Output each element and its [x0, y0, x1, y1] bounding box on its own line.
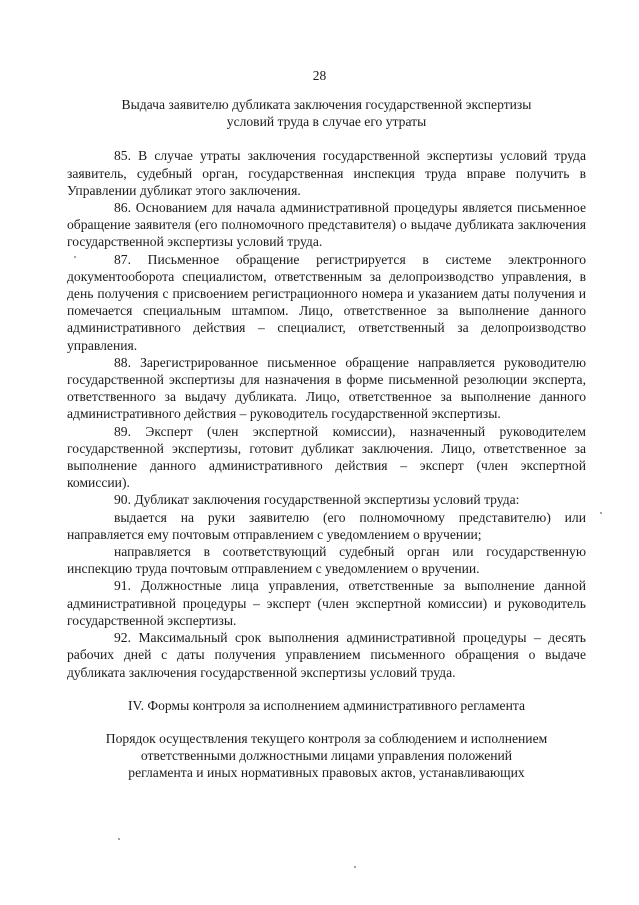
paragraph-89: 89. Эксперт (член экспертной комиссии), назначенный руководителем государственной экспертизы, готовит дубликат заключения. Лицо, ответственное за выполнение данного административного действия – эксперт (член экспертной комиссии). — [67, 423, 586, 491]
paragraph-91: 91. Должностные лица управления, ответственные за выполнение данной административной процедуры – эксперт (член экспертной комиссии) и руководитель государственной экспертизы. — [67, 578, 586, 628]
paragraph-87: 87. Письменное обращение регистрируется в системе электронного документооборота специалистом, ответственным за делопроизводство управления, в день получения с присвоением регистрационного номера и указанием даты получения и помечается специальным штампом. Лицо, ответственное за выполнение данного административного действия – специалист, ответственный за делопроизводство управления. — [67, 251, 586, 353]
paragraph-92: 92. Максимальный срок выполнения административной процедуры – десять рабочих дней с даты получения управлением письменного обращения о выдаче дубликата заключения государственной экспертизы условий труда. — [67, 630, 586, 680]
scan-speck — [600, 512, 602, 514]
paragraph-90-item-1: выдается на руки заявителю (его полномочному представителю) или направляется ему почтовым отправлением с уведомлением о вручении; — [67, 509, 586, 542]
document-body — [67, 96, 586, 782]
paragraph-88: 88. Зарегистрированное письменное обращение направляется руководителю государственной экспертизы для назначения в форме письменной резолюции эксперта, ответственного за выдачу дубликата. Лицо, ответственное за выполнение данного административного действия – руководитель государственной экспертизы. — [67, 354, 586, 422]
paragraph-85: 85. В случае утраты заключения государственной экспертизы условий труда заявитель, судебный орган, государственная инспекция труда вправе получить в Управлении дубликат этого заключения. — [67, 148, 586, 198]
subheading-line-1: Порядок осуществления текущего контроля за соблюдением и исполнением — [105, 730, 548, 746]
scan-speck — [74, 256, 76, 258]
subheading — [67, 730, 586, 782]
page-number: 28 — [312, 68, 327, 83]
paragraph-90: 90. Дубликат заключения государственной экспертизы условий труда: — [114, 492, 520, 508]
scan-speck — [118, 838, 120, 840]
paragraph-90-item-2: направляется в соответствующий судебный орган или государственную инспекцию труда почтовым отправлением с уведомлением о вручении. — [67, 544, 586, 577]
section-title: IV. Формы контроля за исполнением административного регламента — [128, 697, 525, 713]
heading-line-1: Выдача заявителю дубликата заключения государственной экспертизы — [121, 97, 532, 112]
section-heading — [67, 96, 586, 130]
subheading-line-2: ответственными должностными лицами управления положений — [140, 748, 513, 764]
subheading-line-3: регламента и иных нормативных правовых актов, устанавливающих — [128, 765, 525, 781]
paragraph-86: 86. Основанием для начала административной процедуры является письменное обращение заявителя (его полномочного представителя) о выдаче дубликата заключения государственной экспертизы условий труда. — [67, 200, 586, 250]
scan-speck — [354, 866, 356, 868]
heading-line-2: условий труда в случае его утраты — [226, 114, 427, 130]
